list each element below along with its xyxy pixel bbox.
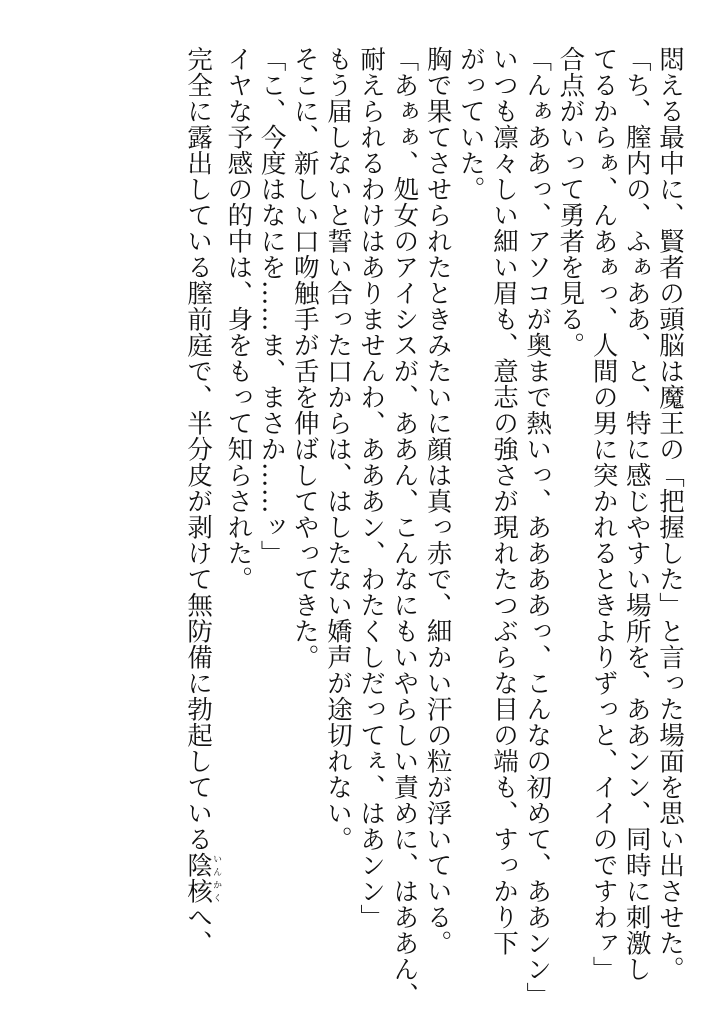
text-line-11: もう届しないと誓い合った口からは、はしたない嬌声が途切れない。: [322, 46, 353, 852]
text-line-14: イヤな予感の的中は、身をもって知らされた。: [223, 46, 254, 592]
text-line-4: 合点がいって勇者を見る。: [555, 46, 586, 358]
vertical-text-body: [181, 46, 686, 1008]
text-line-15: [181, 46, 221, 986]
ruby-base: 陰核: [183, 852, 214, 904]
text-line-3: てるからぁ、んあぁっ、人間の男に突かれるときよりずっと、イイのですわァ」: [588, 46, 619, 982]
text-line-13: 「こ、今度はなにを……ま、まさか……ッ」: [256, 46, 287, 566]
text-line-7: がっていた。: [455, 46, 486, 202]
text-line-15-before: 完全に露出している膣前庭で、半分皮が剥けて無防備に勃起している: [183, 46, 214, 852]
text-line-5: 「んぁああっ、アソコが奥まで熱いっ、ああああっ、こんなの初めて、ああンン」: [522, 46, 553, 1008]
text-line-1: 悶える最中に、賢者の頭脳は魔王の「把握した」と言った場面を思い出させた。: [655, 46, 685, 982]
text-line-6: いつも凛々しい細い眉も、意志の強さが現れたつぶらな目の端も、すっかり下: [488, 46, 519, 956]
text-line-10: 耐えられるわけはありませんわ、あああン、わたくしだってぇ、はあンン」: [356, 46, 387, 930]
text-line-9: 「あぁぁ、処女のアイシスが、ああん、こんなにもいやらしい責めに、はああん、: [389, 46, 420, 1008]
text-line-12: そこに、新しい口吻触手が舌を伸ばしてやってきた。: [289, 46, 320, 670]
text-line-15-after: へ、: [183, 904, 214, 956]
text-line-8: 胸で果てさせられたときみたいに顔は真っ赤で、細かい汗の粒が浮いている。: [422, 46, 453, 956]
text-line-2: 「ち、膣内の、ふぁああ、と、特に感じやすい場所を、ああンン、同時に刺激し: [621, 46, 652, 982]
ruby-reading: いんかく: [211, 852, 222, 904]
ruby-annotation: [183, 852, 222, 904]
